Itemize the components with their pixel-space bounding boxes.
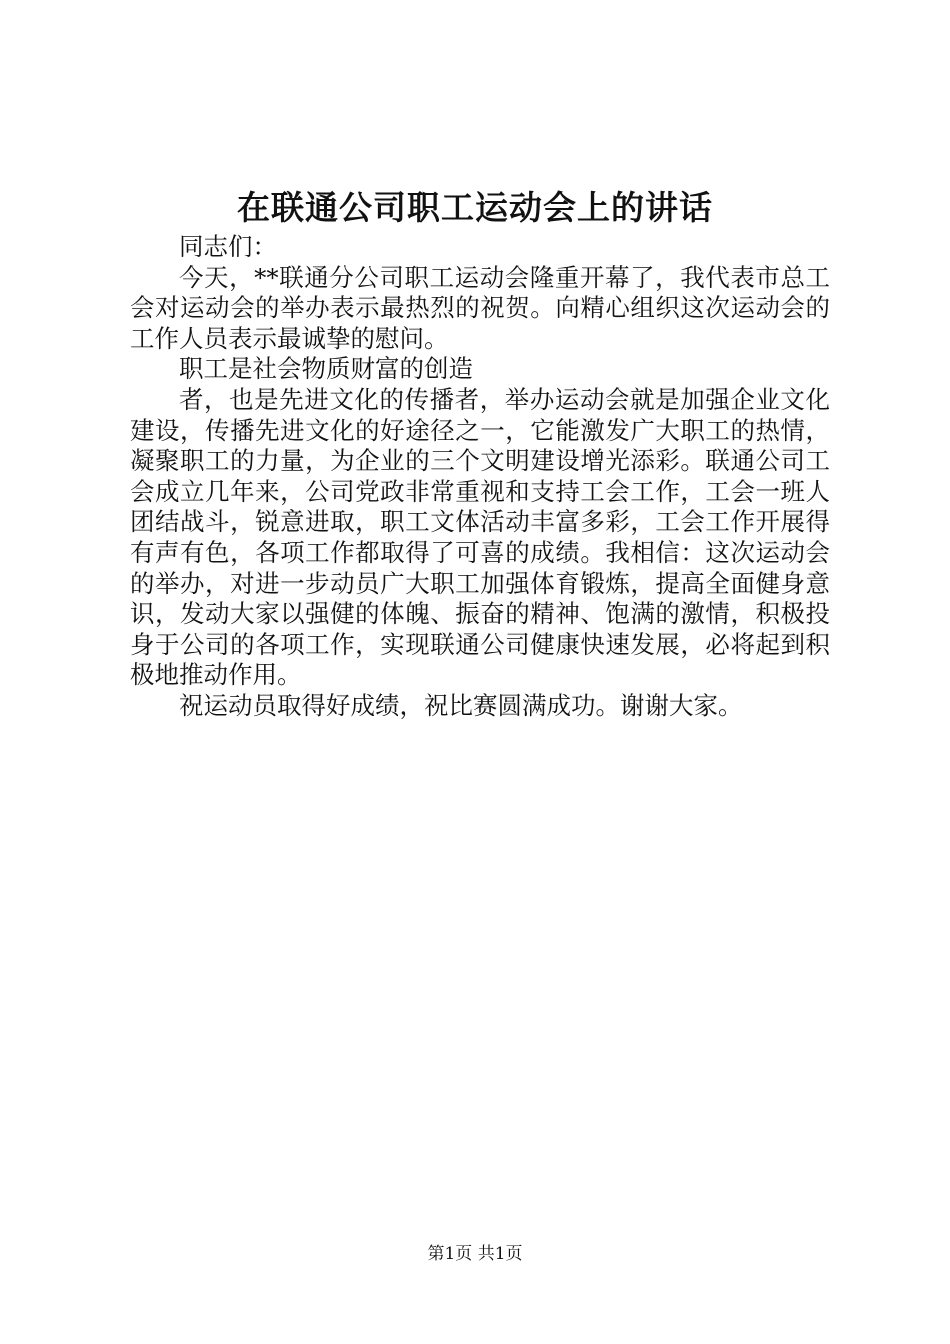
closing-paragraph: 祝运动员取得好成绩，祝比赛圆满成功。谢谢大家。	[179, 690, 743, 720]
page-footer: 第1页 共1页	[427, 1244, 523, 1264]
opening-paragraph: 今天，**联通分公司职工运动会隆重开幕了，我代表市总工会对运动会的举办表示最热烈的祝贺。向精心组织这次运动会的工作人员表示最诚挚的慰问。	[130, 262, 830, 353]
main-paragraph: 者，也是先进文化的传播者，举办运动会就是加强企业文化建设，传播先进文化的好途径之一，它能激发广大职工的热情，凝聚职工的力量，为企业的三个文明建设增光添彩。联通公司工会成立几年来，公司党政非常重视和支持工会工作，工会一班人团结战斗，锐意进取，职工文体活动丰富多彩，工会工作开展得有声有色，各项工作都取得了可喜的成绩。我相信：这次运动会的举办，对进一步动员广大职工加强体育锻炼，提高全面健身意识，发动大家以强健的体魄、振奋的精神、饱满的激情，积极投身于公司的各项工作，实现联通公司健康快速发展，必将起到积极地推动作用。	[130, 384, 830, 690]
document-title: 在联通公司职工运动会上的讲话	[237, 188, 713, 227]
workers-fragment-paragraph: 职工是社会物质财富的创造	[179, 354, 473, 384]
document-body	[130, 232, 830, 722]
salutation-paragraph: 同志们：	[179, 232, 277, 261]
